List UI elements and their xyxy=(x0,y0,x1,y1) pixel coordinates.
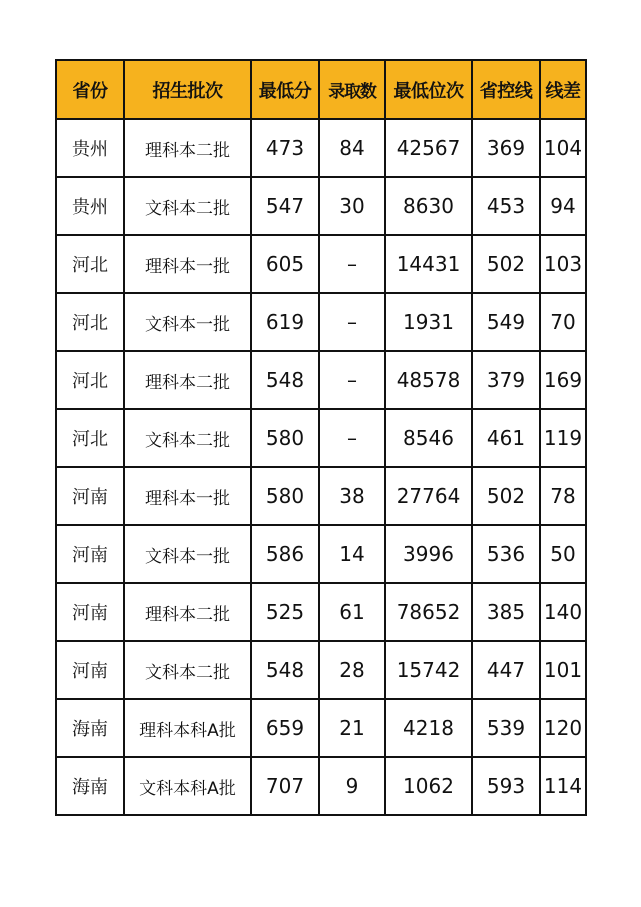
cell-line-diff: 140 xyxy=(540,583,586,641)
cell-admitted-count: 84 xyxy=(319,119,385,177)
cell-batch: 文科本二批 xyxy=(124,409,251,467)
cell-line-diff: 120 xyxy=(540,699,586,757)
table-row xyxy=(56,757,586,815)
table-row xyxy=(56,119,586,177)
cell-province: 贵州 xyxy=(56,177,124,235)
cell-province: 河南 xyxy=(56,583,124,641)
cell-batch: 文科本一批 xyxy=(124,293,251,351)
cell-min-rank: 15742 xyxy=(385,641,472,699)
cell-province: 河北 xyxy=(56,235,124,293)
cell-min-score: 605 xyxy=(251,235,319,293)
table-row xyxy=(56,583,586,641)
header-admitted-count: 录取数 xyxy=(319,60,385,119)
cell-min-score: 586 xyxy=(251,525,319,583)
table-header-row xyxy=(56,60,586,119)
cell-admitted-count: 9 xyxy=(319,757,385,815)
cell-min-score: 619 xyxy=(251,293,319,351)
cell-min-score: 659 xyxy=(251,699,319,757)
cell-min-rank: 42567 xyxy=(385,119,472,177)
cell-line-diff: 169 xyxy=(540,351,586,409)
cell-min-score: 473 xyxy=(251,119,319,177)
table-row xyxy=(56,525,586,583)
header-control-line: 省控线 xyxy=(472,60,540,119)
cell-admitted-count: 21 xyxy=(319,699,385,757)
admission-table-container xyxy=(55,59,585,816)
cell-control-line: 539 xyxy=(472,699,540,757)
cell-batch: 文科本二批 xyxy=(124,641,251,699)
cell-min-score: 580 xyxy=(251,409,319,467)
table-row xyxy=(56,177,586,235)
cell-line-diff: 70 xyxy=(540,293,586,351)
cell-line-diff: 78 xyxy=(540,467,586,525)
cell-province: 海南 xyxy=(56,757,124,815)
cell-control-line: 461 xyxy=(472,409,540,467)
cell-min-rank: 8630 xyxy=(385,177,472,235)
cell-min-rank: 3996 xyxy=(385,525,472,583)
cell-control-line: 453 xyxy=(472,177,540,235)
cell-min-rank: 27764 xyxy=(385,467,472,525)
cell-line-diff: 114 xyxy=(540,757,586,815)
cell-line-diff: 101 xyxy=(540,641,586,699)
cell-batch: 文科本二批 xyxy=(124,177,251,235)
header-min-rank: 最低位次 xyxy=(385,60,472,119)
cell-batch: 理科本二批 xyxy=(124,119,251,177)
cell-line-diff: 104 xyxy=(540,119,586,177)
table-row xyxy=(56,351,586,409)
cell-control-line: 369 xyxy=(472,119,540,177)
cell-control-line: 549 xyxy=(472,293,540,351)
cell-min-rank: 8546 xyxy=(385,409,472,467)
cell-control-line: 379 xyxy=(472,351,540,409)
cell-batch: 文科本一批 xyxy=(124,525,251,583)
table-row xyxy=(56,699,586,757)
header-min-score: 最低分 xyxy=(251,60,319,119)
cell-line-diff: 50 xyxy=(540,525,586,583)
header-province: 省份 xyxy=(56,60,124,119)
table-row xyxy=(56,409,586,467)
cell-min-rank: 1931 xyxy=(385,293,472,351)
cell-admitted-count: – xyxy=(319,293,385,351)
admission-table xyxy=(55,59,587,816)
cell-line-diff: 103 xyxy=(540,235,586,293)
cell-province: 贵州 xyxy=(56,119,124,177)
cell-batch: 理科本二批 xyxy=(124,583,251,641)
header-batch: 招生批次 xyxy=(124,60,251,119)
cell-batch: 文科本科A批 xyxy=(124,757,251,815)
cell-control-line: 385 xyxy=(472,583,540,641)
cell-batch: 理科本一批 xyxy=(124,467,251,525)
cell-min-score: 547 xyxy=(251,177,319,235)
cell-min-score: 548 xyxy=(251,641,319,699)
cell-admitted-count: 61 xyxy=(319,583,385,641)
cell-min-score: 707 xyxy=(251,757,319,815)
cell-control-line: 502 xyxy=(472,467,540,525)
cell-line-diff: 119 xyxy=(540,409,586,467)
table-row xyxy=(56,235,586,293)
cell-admitted-count: 14 xyxy=(319,525,385,583)
cell-province: 河北 xyxy=(56,293,124,351)
table-row xyxy=(56,641,586,699)
cell-admitted-count: – xyxy=(319,409,385,467)
cell-control-line: 502 xyxy=(472,235,540,293)
cell-min-rank: 14431 xyxy=(385,235,472,293)
cell-province: 河南 xyxy=(56,467,124,525)
table-row xyxy=(56,467,586,525)
cell-admitted-count: – xyxy=(319,351,385,409)
cell-min-rank: 1062 xyxy=(385,757,472,815)
table-row xyxy=(56,293,586,351)
cell-control-line: 536 xyxy=(472,525,540,583)
cell-control-line: 447 xyxy=(472,641,540,699)
cell-admitted-count: – xyxy=(319,235,385,293)
table-body xyxy=(56,119,586,815)
cell-province: 河北 xyxy=(56,351,124,409)
cell-province: 海南 xyxy=(56,699,124,757)
cell-admitted-count: 30 xyxy=(319,177,385,235)
cell-batch: 理科本科A批 xyxy=(124,699,251,757)
cell-min-rank: 4218 xyxy=(385,699,472,757)
header-line-diff: 线差 xyxy=(540,60,586,119)
cell-batch: 理科本一批 xyxy=(124,235,251,293)
cell-line-diff: 94 xyxy=(540,177,586,235)
cell-province: 河北 xyxy=(56,409,124,467)
cell-batch: 理科本二批 xyxy=(124,351,251,409)
cell-min-rank: 48578 xyxy=(385,351,472,409)
cell-admitted-count: 28 xyxy=(319,641,385,699)
cell-province: 河南 xyxy=(56,525,124,583)
cell-min-score: 580 xyxy=(251,467,319,525)
cell-min-score: 525 xyxy=(251,583,319,641)
cell-min-score: 548 xyxy=(251,351,319,409)
cell-min-rank: 78652 xyxy=(385,583,472,641)
cell-admitted-count: 38 xyxy=(319,467,385,525)
cell-control-line: 593 xyxy=(472,757,540,815)
cell-province: 河南 xyxy=(56,641,124,699)
